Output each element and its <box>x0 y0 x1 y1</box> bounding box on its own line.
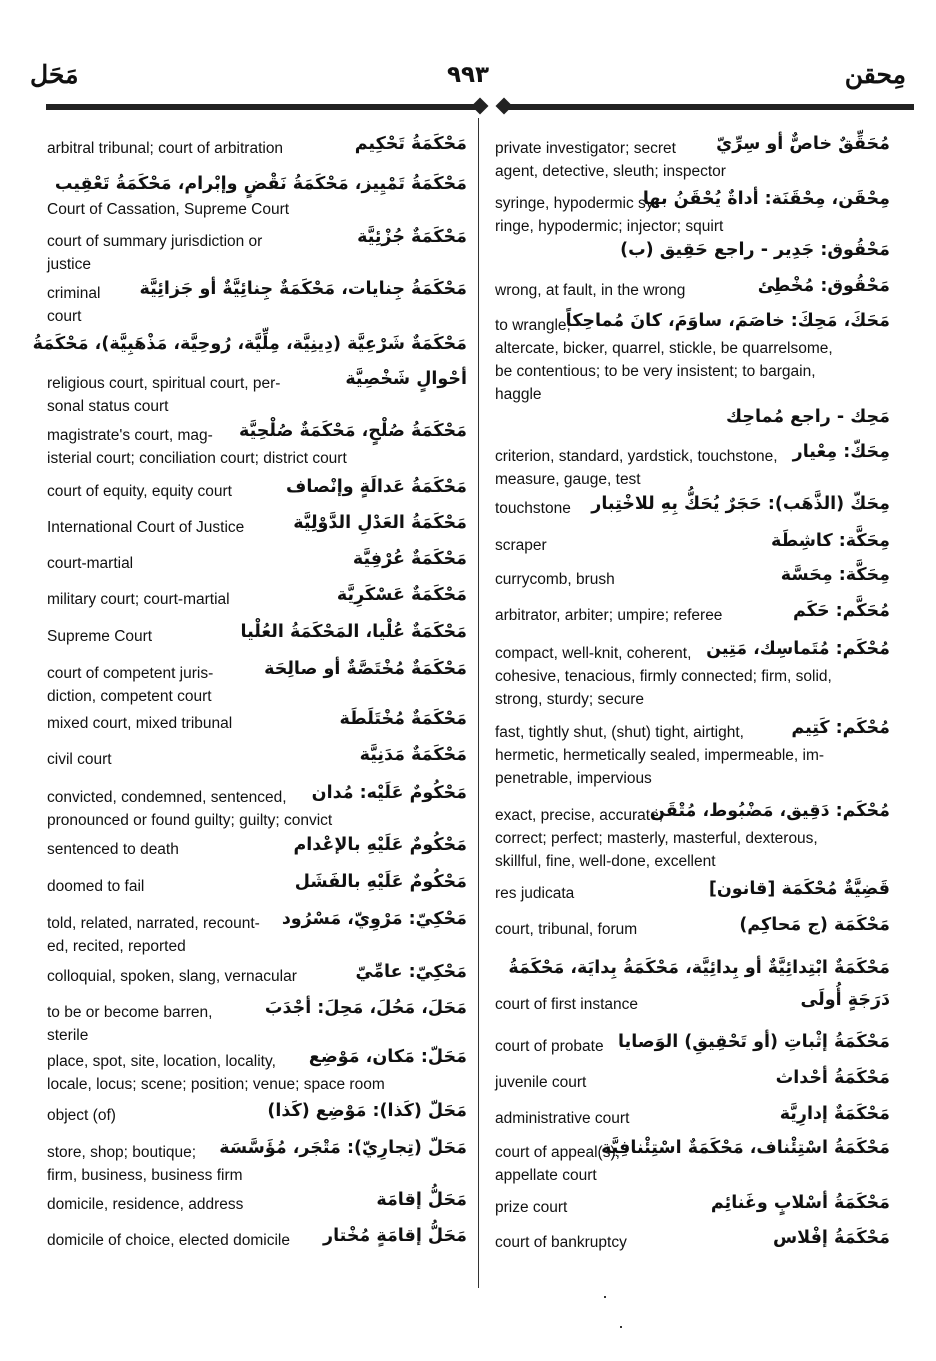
dictionary-entry <box>495 236 890 264</box>
dictionary-entry <box>47 549 467 575</box>
page-header <box>28 60 908 96</box>
arabic-headword: مَحْكَمَةٌ جُزْئِيَّة <box>357 227 467 247</box>
english-definition: military court; court-martial <box>47 591 230 608</box>
dictionary-entry <box>495 311 890 406</box>
dictionary-entry <box>495 494 890 520</box>
arabic-headword: قَضِيَّةٌ مُحْكَمَة [قانون] <box>708 879 890 899</box>
arabic-headword: مَحْكَمَةٌ مُخْتَصَّةٌ أو صالِحَة <box>264 659 467 679</box>
english-definition-continued: court <box>47 308 82 325</box>
english-definition: court of equity, equity court <box>47 483 232 500</box>
english-definition-continued: locale, locus; scene; position; venue; space room <box>47 1076 385 1093</box>
arabic-headword: مُحْكَم: كَتِيم <box>791 718 890 738</box>
english-definition: told, related, narrated, recount- <box>47 915 260 932</box>
dictionary-entry <box>495 189 890 238</box>
english-definition: arbitral tribunal; court of arbitration <box>47 140 284 157</box>
english-definition: currycomb, brush <box>495 571 615 588</box>
english-definition-continued: measure, gauge, test <box>495 471 641 488</box>
english-definition-continued: correct; perfect; masterly, masterful, dexterous, <box>495 830 818 847</box>
english-definition: store, shop; boutique; <box>47 1144 197 1161</box>
english-definition: exact, precise, accurate, <box>495 807 663 824</box>
arabic-headword: مَحَكَ، مَحِكَ: خاصَمَ، ساوَمَ، كانَ مُماحِكاً <box>565 311 890 331</box>
english-definition: colloquial, spoken, slang, vernacular <box>47 968 297 985</box>
english-definition-continued: skillful, fine, well-done, excellent <box>495 853 716 870</box>
dictionary-entry <box>47 835 467 861</box>
english-definition: court of probate <box>495 1038 604 1055</box>
arabic-headword: مِحَكّ (الذَّهَب): حَجَرٌ يُحَكُّ بِهِ للاخْتِبار <box>591 494 890 514</box>
english-definition: criterion, standard, yardstick, touchstone, <box>495 448 778 465</box>
dictionary-entry <box>495 990 890 1016</box>
dictionary-entry <box>47 709 467 735</box>
english-definition: syringe, hypodermic sy- <box>495 195 659 212</box>
arabic-headword: مَحْكَمَةٌ عُلْيا، المَحْكَمَةُ العُلْيا <box>240 622 467 642</box>
dictionary-entry <box>47 745 467 771</box>
arabic-headword-line: مَحْكَمَةٌ ابْتِدائِيَّةٌ أو بِدائِيَّة، مَحْكَمَةُ بِدايَة، مَحْكَمَةُ <box>508 958 890 978</box>
english-definition-continued: hermetic, hermetically sealed, impermeable, im- <box>495 747 825 764</box>
dictionary-entry <box>47 1138 467 1187</box>
dictionary-entry <box>495 1193 890 1219</box>
dictionary-entry <box>47 783 467 832</box>
arabic-headword: مِحَكَّة: كاشِطَة <box>771 531 890 551</box>
english-definition: magistrate's court, mag- <box>47 427 213 444</box>
dictionary-entry <box>495 639 890 711</box>
english-definition: place, spot, site, location, locality, <box>47 1053 276 1070</box>
english-definition-continued: firm, business, business firm <box>47 1167 243 1184</box>
dictionary-entry <box>47 279 467 328</box>
english-definition: to wrangle, <box>495 317 571 334</box>
english-definition: compact, well-knit, coherent, <box>495 645 692 662</box>
english-definition: Court of Cassation, Supreme Court <box>47 201 290 218</box>
english-definition: convicted, condemned, sentenced, <box>47 789 287 806</box>
diamond-ornament-icon <box>472 98 489 115</box>
english-definition: scraper <box>495 537 547 554</box>
arabic-headword: مَحَلّ (كَذا): مَوْضِع (كَذا) <box>267 1101 467 1121</box>
arabic-headword-line: مَحِك - راجع مُماحِك <box>726 407 890 427</box>
guide-word-last: مَحَل <box>30 60 79 89</box>
column-divider <box>478 118 479 1288</box>
english-definition: International Court of Justice <box>47 519 245 536</box>
dictionary-entry <box>47 659 467 708</box>
english-definition: administrative court <box>495 1110 630 1127</box>
dictionary-entry <box>495 718 890 790</box>
page-number: ٩٩٣ <box>446 62 490 88</box>
english-definition: prize court <box>495 1199 568 1216</box>
arabic-headword: مِحَكّ: مِعْيار <box>792 442 890 462</box>
english-definition: Supreme Court <box>47 628 153 645</box>
english-definition-continued: sterile <box>47 1027 89 1044</box>
arabic-headword: مَحَلُّ إقامَة <box>376 1190 467 1210</box>
dictionary-entry <box>495 1068 890 1094</box>
arabic-headword: مَحْكِيّ: عامِّيّ <box>355 962 467 982</box>
arabic-headword: مَحْكَمَةُ اسْتِئْناف، مَحْكَمَةٌ اسْتِئْنافِيَّة <box>601 1138 890 1158</box>
dictionary-entry <box>495 1228 890 1254</box>
english-definition-continued: altercate, bicker, quarrel, stickle, be quarrelsome, <box>495 340 833 357</box>
english-definition-continued: appellate court <box>495 1167 597 1184</box>
english-definition: wrong, at fault, in the wrong <box>495 282 686 299</box>
dictionary-entry <box>47 513 467 539</box>
english-definition-continued: diction, competent court <box>47 688 212 705</box>
dictionary-entry <box>32 330 467 358</box>
dictionary-entry <box>495 1032 890 1058</box>
english-definition-continued: pronounced or found guilty; guilty; convict <box>47 812 333 829</box>
arabic-headword: مَحْكَمَةُ أسْلابٍ وغَنائِم <box>710 1193 890 1213</box>
english-definition: sentenced to death <box>47 841 179 858</box>
arabic-headword: مَحْكَمَةٌ مَدَنِيَّة <box>359 745 467 765</box>
english-definition: touchstone <box>495 500 571 517</box>
english-definition: religious court, spiritual court, per- <box>47 375 281 392</box>
dictionary-entry <box>495 954 890 982</box>
diamond-ornament-icon <box>496 98 513 115</box>
dictionary-entry <box>47 477 467 503</box>
dictionary-entry <box>47 369 467 418</box>
english-definition-continued: agent, detective, sleuth; inspector <box>495 163 726 180</box>
dictionary-entry <box>47 1047 467 1096</box>
english-definition-continued: strong, sturdy; secure <box>495 691 645 708</box>
arabic-headword: مَحْكَمَةُ إفْلاس <box>773 1228 890 1248</box>
arabic-headword: مَحَلَ، مَحُلَ، مَحِلَ: أجْدَبَ <box>264 998 467 1018</box>
arabic-headword: مَحْكَمَةٌ عُرْفِيَّة <box>352 549 467 569</box>
english-definition: court-martial <box>47 555 134 572</box>
dictionary-entry <box>47 1190 467 1216</box>
arabic-headword: مَحْكَمَة (ج مَحاكِم) <box>739 915 890 935</box>
dictionary-entry <box>47 134 467 160</box>
dictionary-entry <box>47 998 467 1047</box>
english-definition: court of summary jurisdiction or <box>47 233 263 250</box>
dictionary-entry <box>495 915 890 941</box>
arabic-headword: مَحَلّ (تِجارِيّ): مَتْجَر، مُؤَسَّسَة <box>219 1138 467 1158</box>
english-definition: criminal <box>47 285 101 302</box>
dictionary-entry <box>47 170 467 221</box>
dictionary-entry <box>495 442 890 491</box>
guide-word-first: مِحقن <box>844 60 906 89</box>
english-definition-continued: isterial court; conciliation court; district court <box>47 450 347 467</box>
english-definition: court of appeal(s), <box>495 1144 620 1161</box>
arabic-headword: مَحْكَمَةُ صُلْحٍ، مَحْكَمَةٌ صُلْحِيَّة <box>239 421 467 441</box>
arabic-headword-line: مَحْكَمَةُ تَمْيِيز، مَحْكَمَةُ نَقْضٍ وإبْرام، مَحْكَمَةُ تَعْقِيب <box>54 174 467 194</box>
english-definition: fast, tightly shut, (shut) tight, airtight, <box>495 724 744 741</box>
english-definition: court, tribunal, forum <box>495 921 638 938</box>
english-definition-continued: cohesive, tenacious, firmly connected; firm, solid, <box>495 668 832 685</box>
arabic-headword-line: مَحْقُوق: جَدِير - راجع حَقِيق (ب) <box>620 240 890 260</box>
arabic-headword: مَحْكَمَةُ إثْباتِ (أو تَحْقِيقِ) الوَصايا <box>618 1032 890 1052</box>
dictionary-entry <box>47 622 467 648</box>
speck <box>604 1296 606 1298</box>
arabic-headword: مَحْكَمَةٌ عَسْكَرِيَّة <box>336 585 467 605</box>
arabic-headword: مَحْكُومٌ عَلَيْهِ بالفَشَل <box>294 872 467 892</box>
dictionary-entry <box>47 872 467 898</box>
arabic-headword: مَحْكَمَةُ جِنايات، مَحْكَمَةٌ جِنائِيَّةٌ أو جَزائِيَّة <box>139 279 467 299</box>
arabic-headword: مُحَقِّقٌ خاصٌّ أو سِرِّيّ <box>716 134 890 154</box>
english-definition-continued: sonal status court <box>47 398 169 415</box>
dictionary-entry <box>495 565 890 591</box>
arabic-headword: مَحْكَمَةُ أحْداث <box>775 1068 890 1088</box>
english-definition: civil court <box>47 751 112 768</box>
dictionary-entry <box>47 909 467 958</box>
arabic-headword: مَحْكَمَةٌ مُخْتَلَطَة <box>339 709 467 729</box>
english-definition: private investigator; secret <box>495 140 676 157</box>
arabic-headword: مِحَكَّة: مِحَسَّة <box>780 565 890 585</box>
english-definition: domicile of choice, elected domicile <box>47 1232 290 1249</box>
dictionary-entry <box>495 531 890 557</box>
dictionary-entry <box>47 227 467 276</box>
english-definition-continued: justice <box>47 256 91 273</box>
english-definition-continued: haggle <box>495 386 542 403</box>
arabic-headword: مَحْكَمَةُ تَحْكِيم <box>354 134 467 154</box>
dictionary-entry <box>47 1226 467 1252</box>
arabic-headword: أحْوالٍ شَخْصِيَّة <box>345 369 467 389</box>
arabic-headword: مَحَلّ: مَكان، مَوْضِع <box>308 1047 467 1067</box>
arabic-headword: مَحْقُوق: مُخْطِئ <box>757 276 890 296</box>
english-definition: court of competent juris- <box>47 665 214 682</box>
dictionary-entry <box>495 276 890 302</box>
english-definition-continued: be contentious; to be very insistent; to bargain, <box>495 363 816 380</box>
arabic-headword: مَحْكُومٌ عَلَيْهِ بالإعْدام <box>293 835 467 855</box>
arabic-headword: مَحَلُّ إقامَةٍ مُخْتار <box>323 1226 467 1246</box>
english-definition: court of first instance <box>495 996 639 1013</box>
arabic-headword: مِحْقَن، مِحْقَنَة: أداةٌ يُحْقَنُ بها <box>642 189 890 209</box>
speck <box>620 1326 622 1328</box>
english-definition: court of bankruptcy <box>495 1234 627 1251</box>
arabic-headword: مَحْكِيّ: مَرْوِيّ، مَسْرُود <box>281 909 467 929</box>
dictionary-entry <box>495 403 890 431</box>
arabic-headword: مُحْكَم: دَقِيق، مَضْبُوط، مُتْقَن <box>650 801 890 821</box>
english-definition: object (of) <box>47 1107 116 1124</box>
arabic-headword: مُحَكَّم: حَكَم <box>793 601 890 621</box>
arabic-headword-line: مَحْكَمَةٌ شَرْعِيَّة (دِينِيَّة، مِلِّيَّة، رُوحِيَّة، مَذْهَبِيَّة)، مَحْكَمَةُ <box>32 334 467 354</box>
dictionary-entry <box>47 962 467 988</box>
dictionary-entry <box>47 585 467 611</box>
english-definition-continued: ed, recited, reported <box>47 938 186 955</box>
dictionary-entry <box>495 1138 890 1187</box>
dictionary-entry <box>495 134 890 183</box>
dictionary-entry <box>47 421 467 470</box>
english-definition: doomed to fail <box>47 878 145 895</box>
english-definition: arbitrator, arbiter; umpire; referee <box>495 607 723 624</box>
header-rule-left <box>46 101 488 113</box>
english-definition: to be or become barren, <box>47 1004 213 1021</box>
english-definition: juvenile court <box>495 1074 587 1091</box>
dictionary-entry <box>495 879 890 905</box>
english-definition: res judicata <box>495 885 575 902</box>
dictionary-entry <box>495 801 890 873</box>
arabic-headword: مَحْكَمَةُ العَدْلِ الدَّوْلِيَّة <box>293 513 467 533</box>
dictionary-entry <box>495 1104 890 1130</box>
dictionary-entry <box>47 1101 467 1127</box>
english-definition-continued: penetrable, impervious <box>495 770 652 787</box>
english-definition: domicile, residence, address <box>47 1196 244 1213</box>
english-definition-continued: ringe, hypodermic; injector; squirt <box>495 218 724 235</box>
header-rule-right <box>496 101 914 113</box>
arabic-headword: مَحْكُومٌ عَلَيْه: مُدان <box>311 783 467 803</box>
arabic-headword: مُحْكَم: مُتَماسِك، مَتِين <box>706 639 890 659</box>
arabic-headword: دَرَجَةٍ أُولَى <box>800 990 890 1010</box>
arabic-headword: مَحْكَمَةُ عَدالَةٍ وإنْصاف <box>286 477 467 497</box>
arabic-headword: مَحْكَمَةٌ إدارِيَّة <box>779 1104 890 1124</box>
dictionary-entry <box>495 601 890 627</box>
english-definition: mixed court, mixed tribunal <box>47 715 233 732</box>
